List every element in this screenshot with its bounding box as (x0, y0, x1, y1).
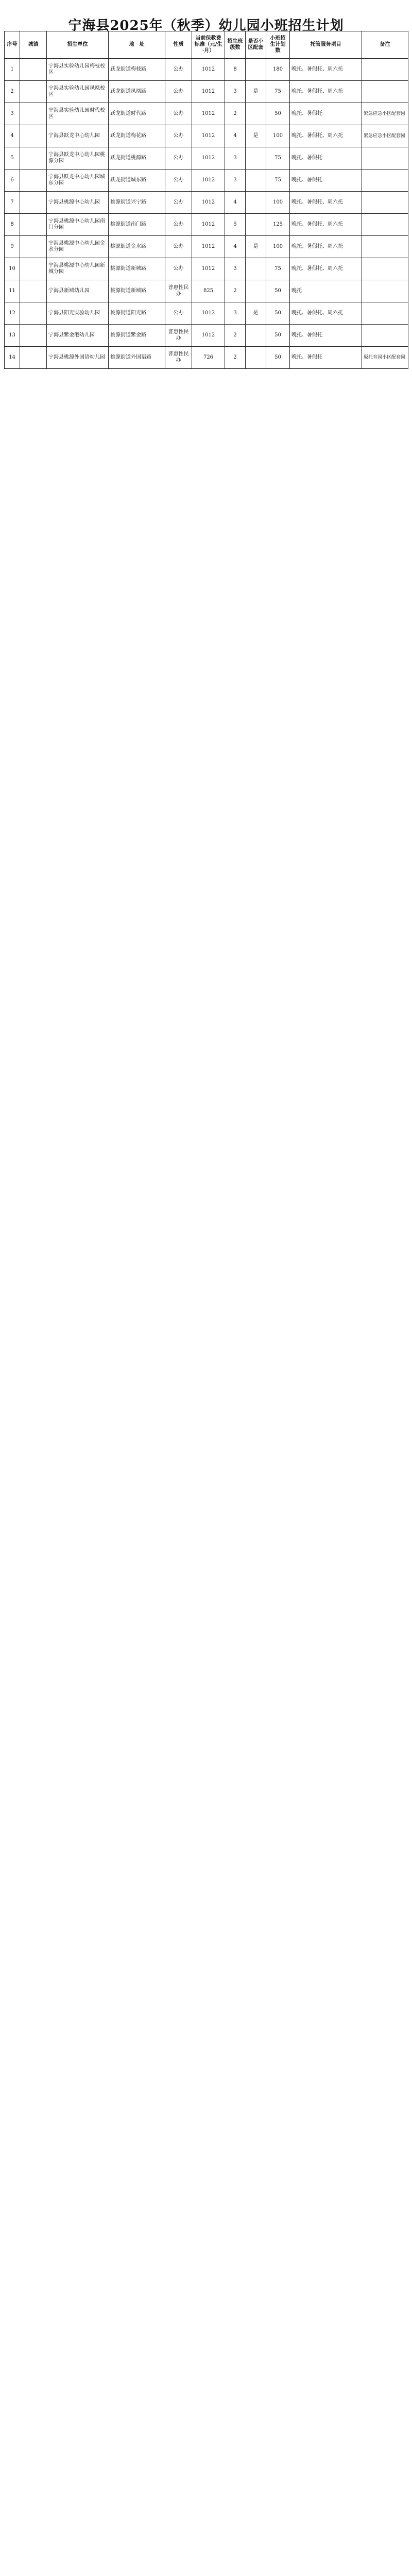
table-cell: 公办 (165, 170, 192, 192)
table-row (5, 147, 408, 170)
table-cell (20, 347, 47, 369)
table-cell (20, 325, 47, 347)
table-row (5, 280, 408, 302)
table-cell (20, 192, 47, 214)
table-cell: 1012 (192, 170, 225, 192)
table-cell: 是 (246, 302, 266, 325)
table-cell (20, 147, 47, 170)
table-cell: 公办 (165, 147, 192, 170)
table-cell: 1012 (192, 192, 225, 214)
table-cell (246, 170, 266, 192)
table-cell: 12 (5, 302, 20, 325)
table-cell: 晚托、暑假托、周六托 (290, 236, 362, 258)
table-cell: 公办 (165, 214, 192, 236)
table-cell: 跃龙街道时代路 (109, 103, 165, 125)
header-cell: 小班招生计划数 (266, 31, 290, 59)
table-cell (20, 302, 47, 325)
table-cell: 4 (225, 236, 246, 258)
table-cell: 晚托、暑假托 (290, 103, 362, 125)
table-cell: 晚托、暑假托 (290, 170, 362, 192)
table-cell: 75 (266, 147, 290, 170)
table-row (5, 192, 408, 214)
table-cell: 晚托、暑假托、周六托 (290, 192, 362, 214)
table-cell: 公办 (165, 81, 192, 103)
table-cell: 普惠性民办 (165, 347, 192, 369)
table-cell: 4 (225, 192, 246, 214)
table-cell: 50 (266, 325, 290, 347)
table-cell: 宁海县实验幼儿园梅枝校区 (47, 59, 109, 81)
table-cell: 2 (225, 103, 246, 125)
document-title: 宁海县2025年（秋季）幼儿园小班招生计划 (68, 18, 344, 34)
table-row (5, 59, 408, 81)
table-cell (362, 236, 408, 258)
table-header-row (5, 31, 408, 59)
table-row (5, 347, 408, 369)
table-cell (362, 170, 408, 192)
table-cell: 75 (266, 81, 290, 103)
table-cell: 1012 (192, 325, 225, 347)
table-cell: 桃源街道新城路 (109, 280, 165, 302)
table-cell: 紧急应急小区配套园 (362, 125, 408, 147)
header-cell: 托管服务项目 (290, 31, 362, 59)
table-cell: 11 (5, 280, 20, 302)
table-cell: 1012 (192, 258, 225, 280)
table-cell: 晚托 (290, 280, 362, 302)
header-cell: 序号 (5, 31, 20, 59)
table-cell: 宁海县实验幼儿园时代校区 (47, 103, 109, 125)
table-cell: 宁海县实验幼儿园凤凰校区 (47, 81, 109, 103)
table-cell: 跃龙街道凤凰路 (109, 81, 165, 103)
table-cell: 50 (266, 302, 290, 325)
table-cell: 1 (5, 59, 20, 81)
table-row (5, 325, 408, 347)
table-cell: 桃源街道紫金路 (109, 325, 165, 347)
table-cell: 9 (5, 236, 20, 258)
table-cell: 10 (5, 258, 20, 280)
table-cell: 桃源街道阳光路 (109, 302, 165, 325)
table-cell: 726 (192, 347, 225, 369)
table-cell (362, 147, 408, 170)
table-cell: 是 (246, 81, 266, 103)
table-cell: 1012 (192, 214, 225, 236)
table-cell: 8 (225, 59, 246, 81)
table-cell: 14 (5, 347, 20, 369)
table-cell (20, 280, 47, 302)
table-cell (362, 192, 408, 214)
table-row (5, 214, 408, 236)
table-cell: 原托育园小区配套园 (362, 347, 408, 369)
table-cell: 跃龙街道桃源路 (109, 147, 165, 170)
table-cell: 宁海县跃龙中心幼儿园桃源分园 (47, 147, 109, 170)
table-cell (246, 325, 266, 347)
table-cell: 3 (225, 81, 246, 103)
header-cell: 招生单位 (47, 31, 109, 59)
table-cell: 桃源街道兴宁路 (109, 192, 165, 214)
table-cell (20, 236, 47, 258)
table-cell: 3 (225, 302, 246, 325)
table-cell: 晚托、暑假托、周六托 (290, 59, 362, 81)
table-cell: 100 (266, 192, 290, 214)
table-cell (362, 214, 408, 236)
table-row (5, 258, 408, 280)
table-cell: 紧急应急小区配套园 (362, 103, 408, 125)
table-cell: 4 (5, 125, 20, 147)
table-row (5, 236, 408, 258)
table-cell: 公办 (165, 192, 192, 214)
table-cell: 是 (246, 125, 266, 147)
table-cell: 75 (266, 258, 290, 280)
table-cell: 13 (5, 325, 20, 347)
table-cell (20, 170, 47, 192)
table-cell (20, 103, 47, 125)
table-cell: 公办 (165, 125, 192, 147)
table-cell: 公办 (165, 103, 192, 125)
table-cell (20, 125, 47, 147)
table-cell: 公办 (165, 59, 192, 81)
table-cell: 公办 (165, 236, 192, 258)
table-cell: 3 (225, 147, 246, 170)
table-cell: 晚托、暑假托、周六托 (290, 302, 362, 325)
header-cell: 招生班级数 (225, 31, 246, 59)
header-cell: 当前保教费标准（元/生·月） (192, 31, 225, 59)
table-cell (246, 59, 266, 81)
table-row (5, 170, 408, 192)
table-cell: 是 (246, 236, 266, 258)
table-cell: 公办 (165, 302, 192, 325)
table-cell: 公办 (165, 258, 192, 280)
table-cell (246, 258, 266, 280)
table-cell: 桃源街道金水路 (109, 236, 165, 258)
table-cell (246, 147, 266, 170)
table-cell (246, 347, 266, 369)
table-cell: 825 (192, 280, 225, 302)
table-cell: 50 (266, 280, 290, 302)
table-cell: 2 (225, 280, 246, 302)
table-cell (20, 214, 47, 236)
table-cell: 5 (5, 147, 20, 170)
table-cell: 5 (225, 214, 246, 236)
table-cell (362, 258, 408, 280)
table-cell (362, 280, 408, 302)
table-cell: 3 (225, 170, 246, 192)
table-cell: 晚托、暑假托、周六托 (290, 81, 362, 103)
table-cell (362, 59, 408, 81)
table-cell: 晚托、暑假托、周六托 (290, 214, 362, 236)
table-body (5, 59, 408, 369)
table-cell: 180 (266, 59, 290, 81)
table-cell: 100 (266, 236, 290, 258)
table-cell: 普惠性民办 (165, 325, 192, 347)
table-row (5, 302, 408, 325)
table-cell: 2 (225, 347, 246, 369)
table-cell: 晚托、暑假托 (290, 147, 362, 170)
table-cell: 1012 (192, 103, 225, 125)
table-cell: 晚托、暑假托、周六托 (290, 258, 362, 280)
table-cell: 7 (5, 192, 20, 214)
table-cell: 1012 (192, 81, 225, 103)
table-cell: 宁海县桃源中心幼儿园南门分园 (47, 214, 109, 236)
table-row (5, 125, 408, 147)
table-cell (246, 192, 266, 214)
table-cell: 3 (5, 103, 20, 125)
table-cell (20, 258, 47, 280)
table-cell: 8 (5, 214, 20, 236)
table-cell: 宁海县桃源外国语幼儿园 (47, 347, 109, 369)
table-cell: 宁海县跃龙中心幼儿园城东分园 (47, 170, 109, 192)
table-cell: 桃源街道南门路 (109, 214, 165, 236)
enrollment-plan-table (4, 31, 408, 369)
table-cell: 2 (225, 325, 246, 347)
table-cell: 宁海县桃源中心幼儿园金水分园 (47, 236, 109, 258)
table-cell: 1012 (192, 125, 225, 147)
table-cell: 桃源街道外国语路 (109, 347, 165, 369)
table-cell: 宁海县阳光实验幼儿园 (47, 302, 109, 325)
table-cell: 跃龙街道梅枝路 (109, 59, 165, 81)
table-cell (362, 325, 408, 347)
table-cell: 1012 (192, 302, 225, 325)
table-cell (246, 280, 266, 302)
table-cell (20, 59, 47, 81)
table-row (5, 81, 408, 103)
table-cell: 跃龙街道城东路 (109, 170, 165, 192)
table-cell: 宁海县桃源中心幼儿园 (47, 192, 109, 214)
table-cell: 1012 (192, 236, 225, 258)
table-cell: 跃龙街道梅花路 (109, 125, 165, 147)
table-cell: 6 (5, 170, 20, 192)
table-cell: 宁海县桃源中心幼儿园新城分园 (47, 258, 109, 280)
table-cell: 1012 (192, 59, 225, 81)
table-cell: 宁海县紫金港幼儿园 (47, 325, 109, 347)
header-cell: 是否小区配套 (246, 31, 266, 59)
table-cell: 50 (266, 103, 290, 125)
header-cell: 地 址 (109, 31, 165, 59)
table-cell (362, 302, 408, 325)
table-cell: 125 (266, 214, 290, 236)
table-cell: 桃源街道新城路 (109, 258, 165, 280)
table-cell (246, 214, 266, 236)
table-cell: 晚托、暑假托 (290, 347, 362, 369)
table-cell (20, 81, 47, 103)
table-cell: 75 (266, 170, 290, 192)
table-cell: 宁海县新城幼儿园 (47, 280, 109, 302)
table-cell (362, 81, 408, 103)
header-cell: 备注 (362, 31, 408, 59)
table-cell: 2 (5, 81, 20, 103)
header-cell: 城镇 (20, 31, 47, 59)
table-cell: 宁海县跃龙中心幼儿园 (47, 125, 109, 147)
table-row (5, 103, 408, 125)
table-cell: 晚托、暑假托 (290, 325, 362, 347)
table-cell (246, 103, 266, 125)
header-cell: 性质 (165, 31, 192, 59)
table-cell: 50 (266, 347, 290, 369)
table-cell: 4 (225, 125, 246, 147)
table-cell: 普惠性民办 (165, 280, 192, 302)
table-cell: 3 (225, 258, 246, 280)
table-cell: 1012 (192, 147, 225, 170)
table-cell: 100 (266, 125, 290, 147)
table-cell: 晚托、暑假托、周六托 (290, 125, 362, 147)
